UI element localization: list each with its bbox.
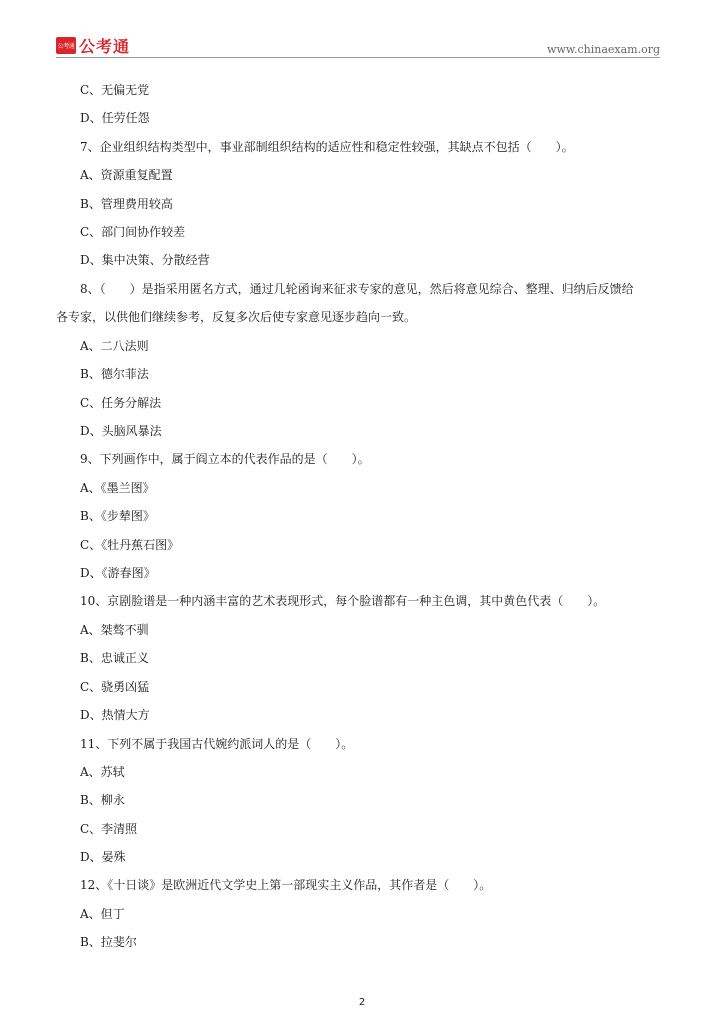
logo bbox=[56, 34, 130, 57]
option-b-q10: B、忠诚正义 bbox=[80, 651, 149, 665]
option-b-q11: B、柳永 bbox=[80, 793, 125, 807]
question-8-continued: 各专家，以供他们继续参考，反复多次后使专家意见逐步趋向一致。 bbox=[56, 310, 417, 324]
option-d-q7: D、集中决策、分散经营 bbox=[80, 253, 210, 267]
page-header bbox=[0, 0, 724, 60]
option-a-q11: A、苏轼 bbox=[80, 765, 125, 779]
option-c-q6: C、无偏无党 bbox=[80, 83, 150, 97]
option-c-q9: C、《牡丹蕉石图》 bbox=[80, 538, 180, 552]
question-9: 9、下列画作中，属于阎立本的代表作品的是（ ）。 bbox=[80, 452, 370, 466]
option-b-q12: B、拉斐尔 bbox=[80, 935, 137, 949]
option-a-q9: A、《墨兰图》 bbox=[80, 481, 155, 495]
option-b-q7: B、管理费用较高 bbox=[80, 197, 173, 211]
option-d-q8: D、头脑风暴法 bbox=[80, 424, 162, 438]
question-12: 12、《十日谈》是欧洲近代文学史上第一部现实主义作品，其作者是（ ）。 bbox=[80, 878, 492, 892]
option-d-q10: D、热情大方 bbox=[80, 708, 150, 722]
question-8: 8、（ ）是指采用匿名方式，通过几轮函询来征求专家的意见，然后将意见综合、整理、归纳后反馈给 bbox=[80, 282, 634, 296]
question-11: 11、下列不属于我国古代婉约派词人的是（ ）。 bbox=[80, 737, 354, 751]
site-url: www.chinaexam.org bbox=[547, 43, 660, 56]
option-b-q8: B、德尔菲法 bbox=[80, 367, 149, 381]
logo-text: 公考通 bbox=[79, 37, 131, 56]
option-d-q6: D、任劳任怨 bbox=[80, 111, 150, 125]
question-10: 10、京剧脸谱是一种内涵丰富的艺术表现形式，每个脸谱都有一种主色调，其中黄色代表（ ）。 bbox=[80, 594, 606, 608]
option-a-q10: A、桀骜不驯 bbox=[80, 623, 149, 637]
option-b-q9: B、《步辇图》 bbox=[80, 509, 155, 523]
logo-mark-icon: 公考通 bbox=[56, 37, 76, 54]
option-d-q9: D、《游春图》 bbox=[80, 566, 156, 580]
question-7: 7、企业组织结构类型中，事业部制组织结构的适应性和稳定性较强，其缺点不包括（ ）。 bbox=[80, 140, 574, 154]
option-d-q11: D、晏殊 bbox=[80, 850, 126, 864]
option-a-q7: A、资源重复配置 bbox=[80, 168, 173, 182]
option-a-q8: A、二八法则 bbox=[80, 339, 149, 353]
page-number: 2 bbox=[358, 997, 366, 1008]
header-divider bbox=[56, 57, 660, 58]
option-a-q12: A、但丁 bbox=[80, 907, 125, 921]
option-c-q11: C、李清照 bbox=[80, 822, 138, 836]
option-c-q8: C、任务分解法 bbox=[80, 396, 162, 410]
option-c-q7: C、部门间协作较差 bbox=[80, 225, 186, 239]
option-c-q10: C、骁勇凶猛 bbox=[80, 680, 150, 694]
